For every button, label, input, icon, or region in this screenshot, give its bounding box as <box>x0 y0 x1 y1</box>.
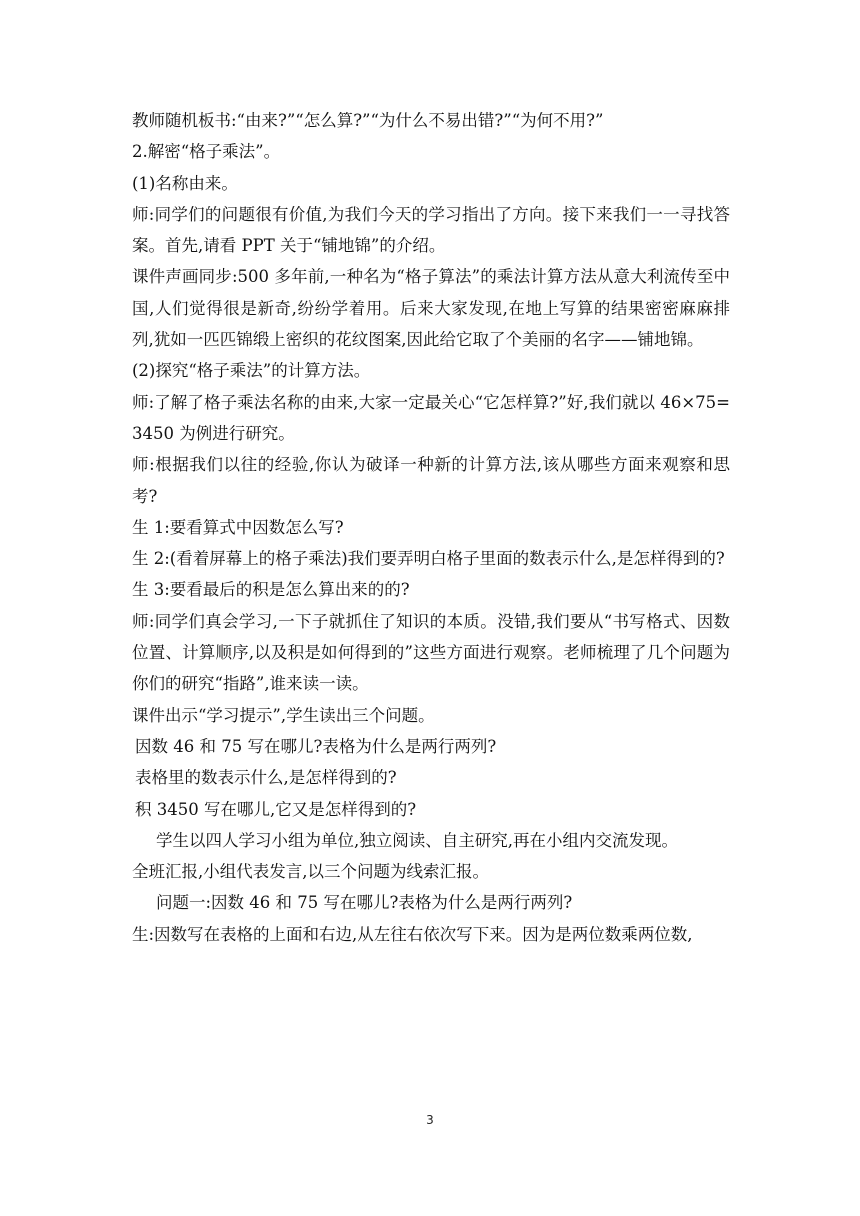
paragraph-teacher-example: 师:了解了格子乘法名称的由来,大家一定最关心“它怎样算?”好,我们就以 46×75=3450 为例进行研究。 <box>132 392 730 443</box>
paragraph-teacher-intro: 师:同学们的问题很有价值,为我们今天的学习指出了方向。接下来我们一一寻找答案。首先,请看 PPT 关于“铺地锦”的介绍。 <box>132 204 730 256</box>
paragraph-student-1: 生 1:要看算式中因数怎么写? <box>132 517 344 537</box>
subheading-name-origin: (1)名称由来。 <box>132 173 238 193</box>
paragraph-student-answer: 生:因数写在表格的上面和右边,从左往右依次写下来。因为是两位数乘两位数, <box>132 924 693 944</box>
paragraph-student-2: 生 2:(看着屏幕上的格子乘法)我们要弄明白格子里面的数表示什么,是怎样得到的? <box>132 549 725 569</box>
paragraph-courseware-narration: 课件声画同步:500 多年前,一种名为“格子算法”的乘法计算方法从意大利流传至中国,人们觉得很是新奇,纷纷学着用。后来大家发现,在地上写算的结果密密麻麻排列,犹如一匹匹锦缎上密织的花纹图案,因此给它取了个美丽的名字——铺地锦。 <box>132 267 730 350</box>
paragraph-courseware-prompt: 课件出示“学习提示”,学生读出三个问题。 <box>132 705 435 725</box>
question-item-1: 因数 46 和 75 写在哪儿?表格为什么是两行两列? <box>135 736 497 756</box>
paragraph-teacher-summary: 师:同学们真会学习,一下子就抓住了知识的本质。没错,我们要从“书写格式、因数位置、计算顺序,以及积是如何得到的”这些方面进行观察。老师梳理了几个问题为你们的研究“指路”,谁来读一读。 <box>132 611 730 694</box>
page-number: 3 <box>426 1113 434 1127</box>
paragraph-group-study: 学生以四人学习小组为单位,独立阅读、自主研究,再在小组内交流发现。 <box>156 830 678 850</box>
question-item-3: 积 3450 写在哪儿,它又是怎样得到的? <box>135 799 417 819</box>
paragraph-board-notes: 教师随机板书:“由来?”“怎么算?”“为什么不易出错?”“为何不用?” <box>132 111 604 130</box>
paragraph-student-3: 生 3:要看最后的积是怎么算出来的的? <box>132 580 410 600</box>
paragraph-class-report: 全班汇报,小组代表发言,以三个问题为线索汇报。 <box>132 862 489 882</box>
paragraph-teacher-question: 师:根据我们以往的经验,你认为破译一种新的计算方法,该从哪些方面来观察和思考? <box>132 455 730 506</box>
subheading-explore-method: (2)探究“格子乘法”的计算方法。 <box>132 361 371 381</box>
section-heading-decode: 2.解密“格子乘法”。 <box>132 142 281 162</box>
page-content <box>132 105 730 950</box>
paragraph-question-one: 问题一:因数 46 和 75 写在哪儿?表格为什么是两行两列? <box>156 893 573 913</box>
question-item-2: 表格里的数表示什么,是怎样得到的? <box>135 768 397 788</box>
